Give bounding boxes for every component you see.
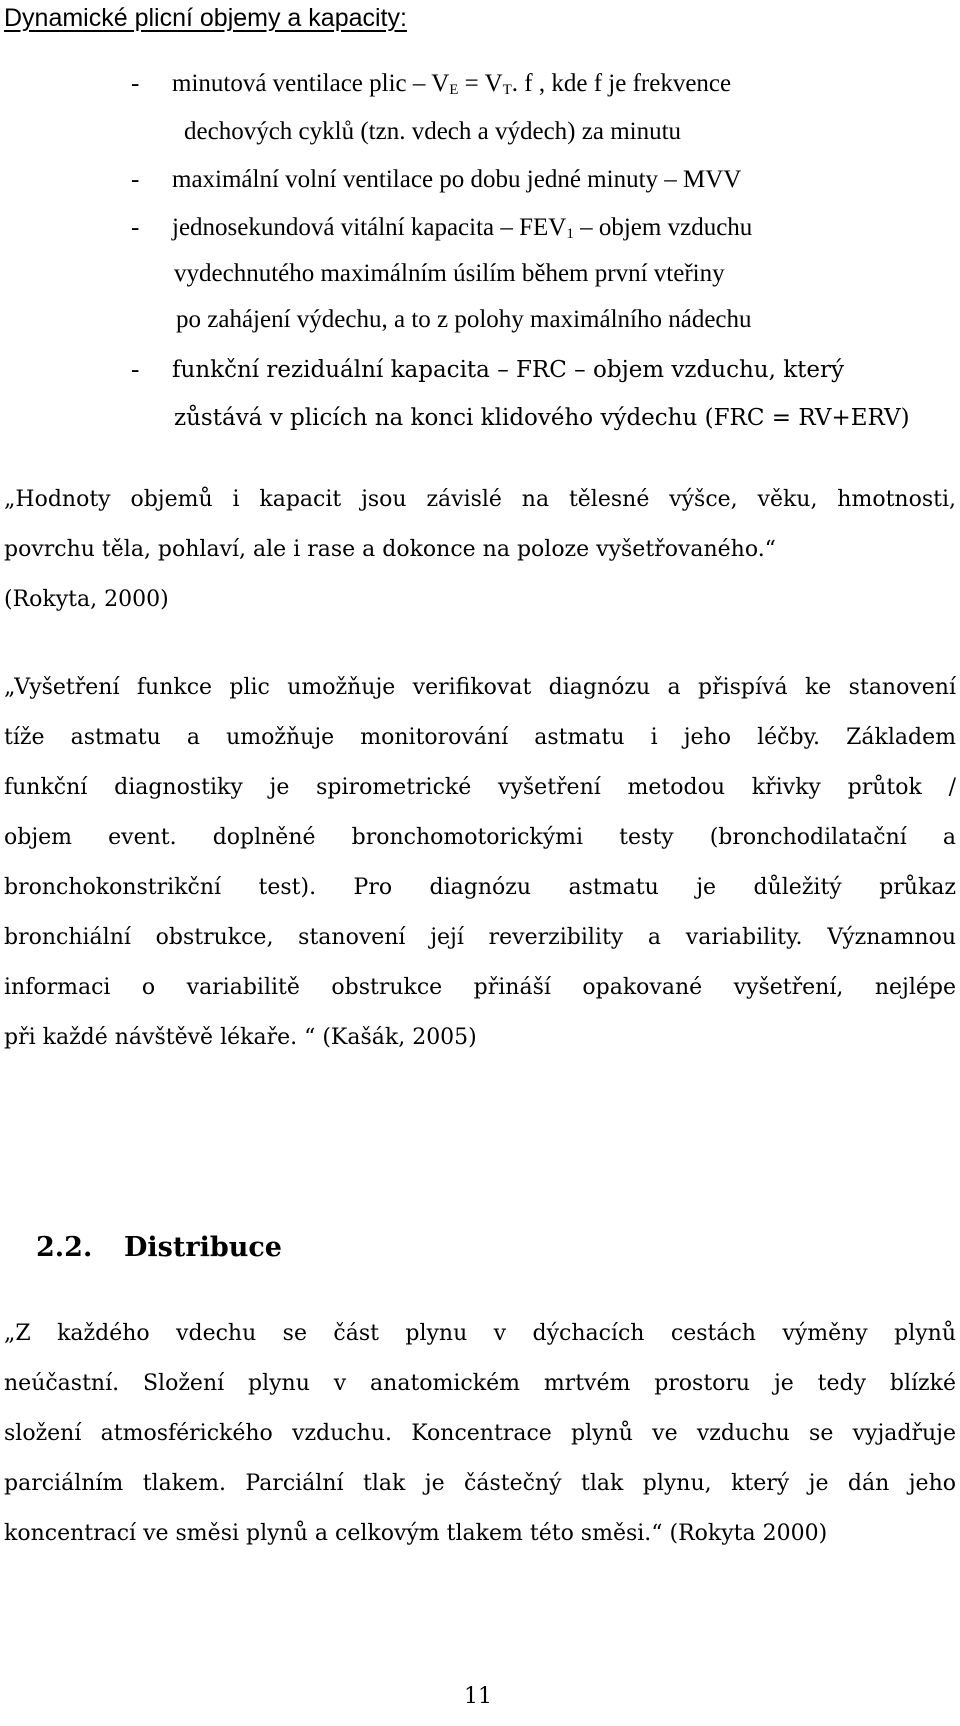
bullet-marker: - xyxy=(131,214,140,241)
bullet-continuation: po zahájení výdechu, a to z polohy maximálního nádechu xyxy=(176,306,752,333)
quote-line: „Vyšetření funkce plic umožňuje verifikovat diagnózu a přispívá ke stanovení xyxy=(4,675,956,700)
quote-line: „Z každého vdechu se část plynu v dýchacích cestách výměny plynů xyxy=(4,1321,956,1346)
quote-line: parciálním tlakem. Parciální tlak je částečný tlak plynu, který je dán jeho xyxy=(4,1471,956,1496)
subscript: T xyxy=(502,82,512,98)
bullet-continuation: zůstává v plicích na konci klidového výdechu (FRC = RV+ERV) xyxy=(174,405,910,431)
bullet-continuation: dechových cyklů (tzn. vdech a výdech) za minutu xyxy=(184,118,682,145)
section-number: 2.2. xyxy=(36,1232,93,1263)
bullet-marker: - xyxy=(131,166,140,193)
subscript: 1 xyxy=(566,226,574,242)
quote-line: tíže astmatu a umožňuje monitorování astmatu i jeho léčby. Základem xyxy=(4,725,956,750)
bullet-minute-ventilation xyxy=(172,66,731,102)
bullet-marker: - xyxy=(131,356,140,383)
subscript: E xyxy=(449,82,459,98)
quote-line: povrchu těla, pohlaví, ale i rase a dokonce na poloze vyšetřovaného.“ xyxy=(4,537,776,562)
quote-line: informaci o variabilitě obstrukce přináší opakované vyšetření, nejlépe xyxy=(4,975,956,1000)
section-title-text: Distribuce xyxy=(124,1232,282,1263)
quote-line: koncentrací ve směsi plynů a celkovým tlakem této směsi.“ (Rokyta 2000) xyxy=(4,1521,828,1546)
page-number: 11 xyxy=(464,1684,492,1709)
quote-line: bronchiální obstrukce, stanovení její reverzibility a variability. Významnou xyxy=(4,925,956,950)
quote-line: funkční diagnostiky je spirometrické vyšetření metodou křivky průtok / xyxy=(4,775,956,800)
bullet-text: = V xyxy=(458,70,503,97)
heading-dynamic-volumes: Dynamické plicní objemy a kapacity: xyxy=(4,4,407,32)
bullet-marker: - xyxy=(131,70,140,97)
section-title xyxy=(36,1228,282,1268)
quote-line: bronchokonstrikční test). Pro diagnózu astmatu je důležitý průkaz xyxy=(4,875,956,900)
bullet-frc: funkční reziduální kapacita – FRC – objem vzduchu, který xyxy=(172,357,844,383)
bullet-text: – objem vzduchu xyxy=(573,214,753,241)
bullet-text: jednosekundová vitální kapacita – FEV xyxy=(172,214,567,241)
bullet-mvv: maximální volní ventilace po dobu jedné minuty – MVV xyxy=(172,166,742,193)
quote-line: neúčastní. Složení plynu v anatomickém mrtvém prostoru je tedy blízké xyxy=(4,1371,956,1396)
bullet-continuation: vydechnutého maximálním úsilím během první vteřiny xyxy=(174,260,725,287)
quote-line: při každé návštěvě lékaře. “ (Kašák, 2005) xyxy=(4,1025,477,1050)
bullet-text: minutová ventilace plic – V xyxy=(172,70,450,97)
quote-citation: (Rokyta, 2000) xyxy=(4,587,169,612)
quote-line: „Hodnoty objemů i kapacit jsou závislé na tělesné výšce, věku, hmotnosti, xyxy=(4,487,956,512)
quote-line: objem event. doplněné bronchomotorickými testy (bronchodilatační a xyxy=(4,825,956,850)
bullet-text: . f , kde f je frekvence xyxy=(511,70,732,97)
bullet-fev1 xyxy=(172,210,752,246)
quote-line: složení atmosférického vzduchu. Koncentrace plynů ve vzduchu se vyjadřuje xyxy=(4,1421,956,1446)
